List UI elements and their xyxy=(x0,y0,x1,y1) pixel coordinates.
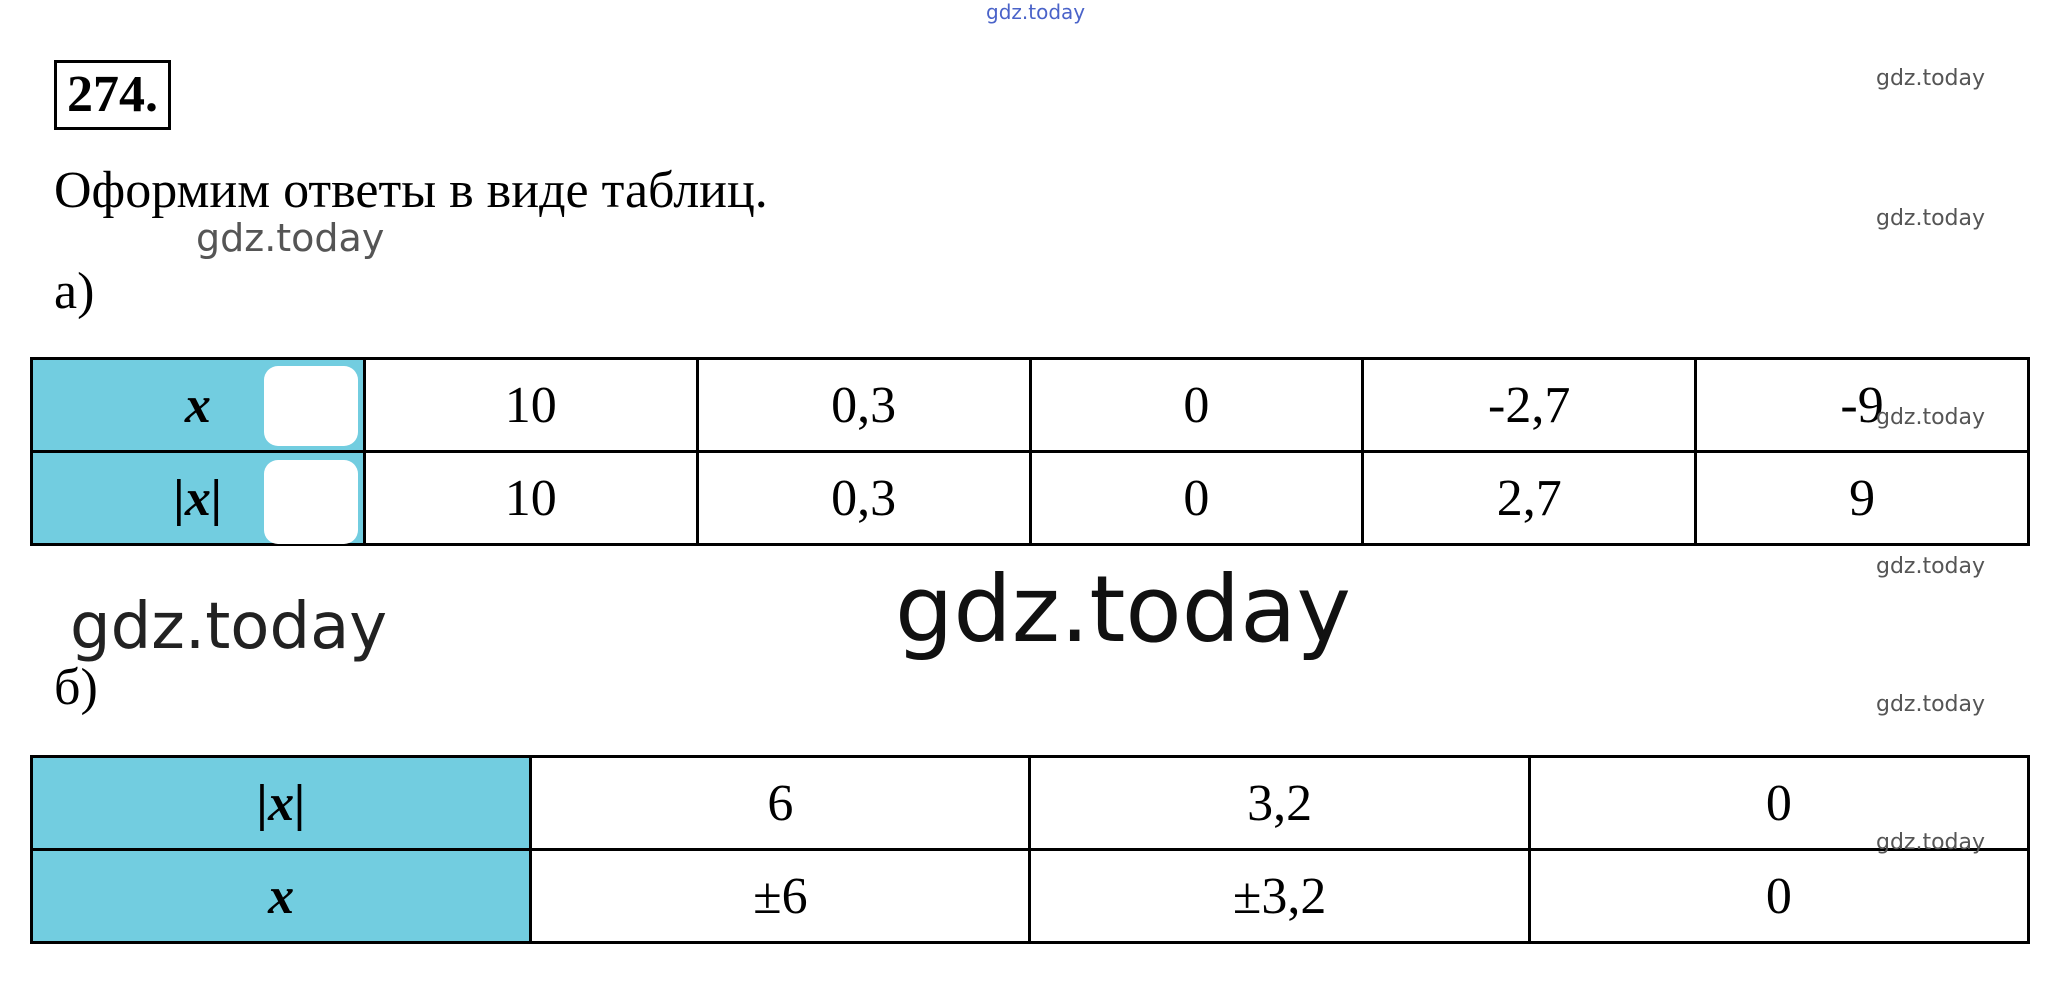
cell: 10 xyxy=(364,359,697,452)
table-row xyxy=(32,850,2029,943)
watermark-mid-2: gdz.today xyxy=(70,590,388,664)
part-b-label: б) xyxy=(54,659,98,716)
cell: ±6 xyxy=(531,850,1030,943)
watermark-right-3: gdz.today xyxy=(1876,405,1986,430)
cell: 10 xyxy=(364,452,697,545)
cell: 0,3 xyxy=(697,452,1030,545)
cell: 0 xyxy=(1529,757,2028,850)
cell: 2,7 xyxy=(1363,452,1696,545)
table-row xyxy=(32,757,2029,850)
watermark-right-6: gdz.today xyxy=(1876,830,1986,855)
cell: -2,7 xyxy=(1363,359,1696,452)
cell: 9 xyxy=(1696,452,2029,545)
cell: 0 xyxy=(1030,452,1363,545)
watermark-right-5: gdz.today xyxy=(1876,692,1986,717)
watermark-right-2: gdz.today xyxy=(1876,206,1986,231)
watermark-top: gdz.today xyxy=(986,0,1086,24)
row-head-abs-x: |x| xyxy=(32,452,365,545)
cell: 3,2 xyxy=(1030,757,1529,850)
part-a-label: а) xyxy=(54,263,95,320)
row-head-abs-x: |x| xyxy=(32,757,531,850)
watermark-right-4: gdz.today xyxy=(1876,554,1986,579)
watermark-mid-1: gdz.today xyxy=(196,216,385,260)
watermark-right-1: gdz.today xyxy=(1876,66,1986,91)
cell: ±3,2 xyxy=(1030,850,1529,943)
cell: 0,3 xyxy=(697,359,1030,452)
cell: -9 xyxy=(1696,359,2029,452)
white-blot xyxy=(264,366,358,446)
table-part-b xyxy=(30,755,2030,944)
watermark-center: gdz.today xyxy=(895,556,1351,663)
row-head-x: x xyxy=(32,850,531,943)
cell: 0 xyxy=(1529,850,2028,943)
cell: 6 xyxy=(531,757,1030,850)
problem-intro: Оформим ответы в виде таблиц. xyxy=(54,162,768,219)
problem-number: 274. xyxy=(54,60,171,130)
row-head-x: x xyxy=(32,359,365,452)
cell: 0 xyxy=(1030,359,1363,452)
white-blot xyxy=(264,460,358,544)
